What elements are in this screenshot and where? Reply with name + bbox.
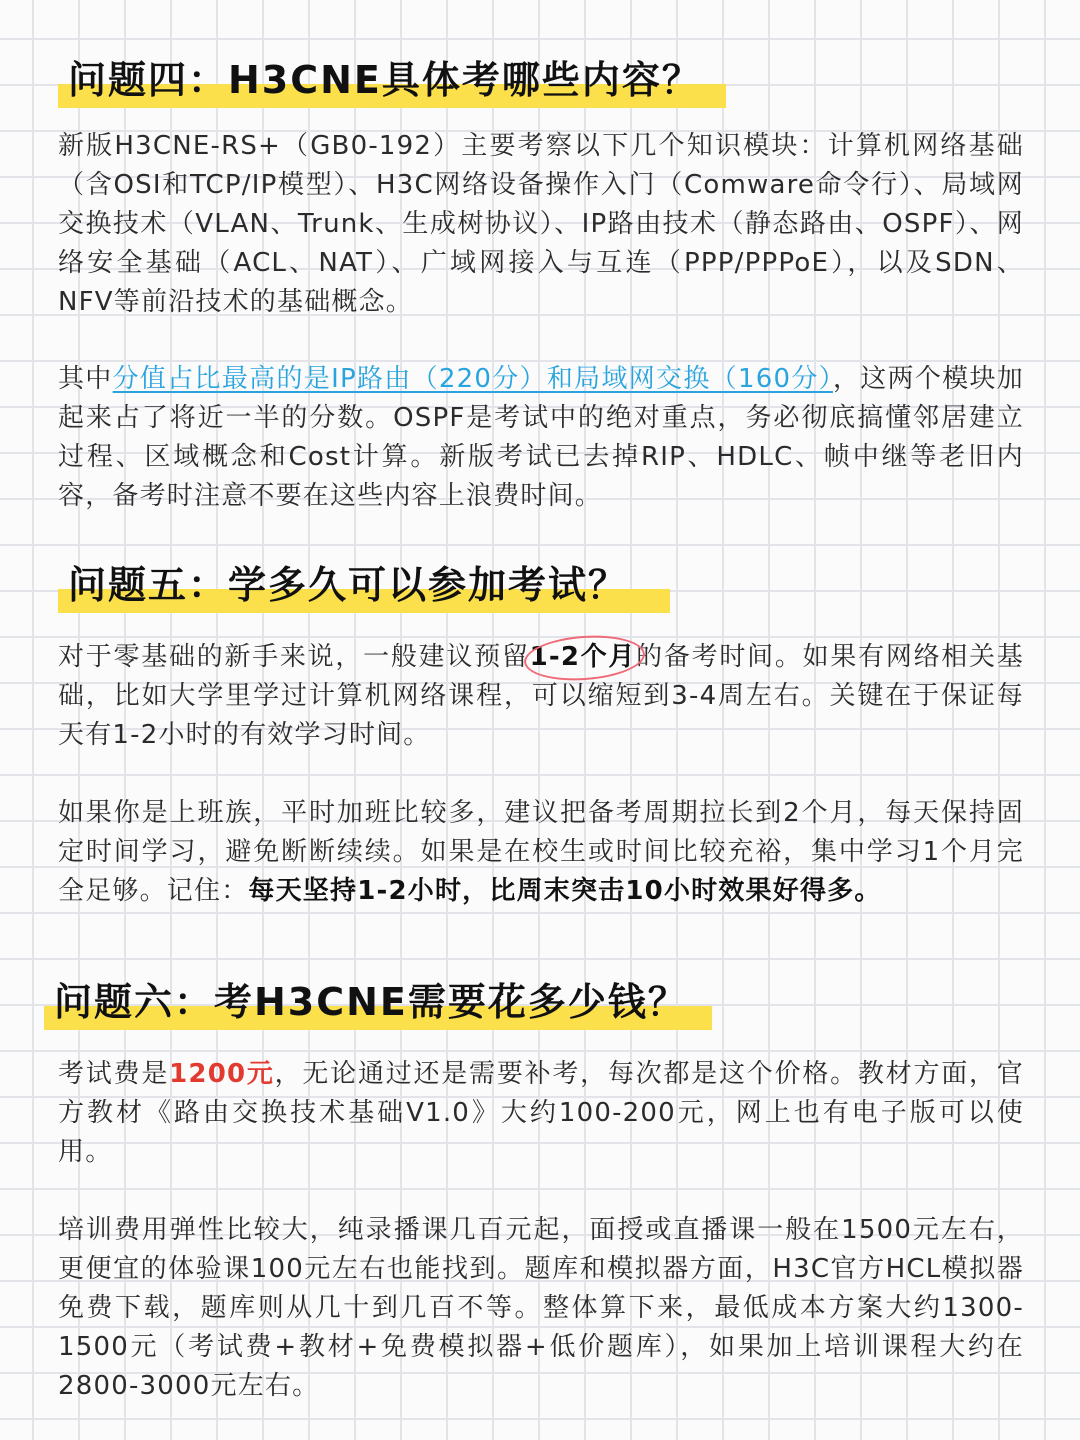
q5-p2-emphasis: 每天坚持1-2小时，比周末突击10小时效果好得多。 — [248, 876, 882, 906]
q6-p1-post: ，无论通过还是需要补考，每次都是这个价格。教材方面，官方教材《路由交换技术基础V1.0》大约100-200元，网上也有电子版可以使用。 — [58, 1059, 1024, 1167]
q4-heading-text: 问题四：H3CNE具体考哪些内容？ — [68, 58, 702, 102]
q5-paragraph-2 — [58, 794, 1024, 911]
q6-heading — [44, 972, 712, 1032]
q4-score-link[interactable]: 分值占比最高的是IP路由（220分）和局域网交换（160分） — [112, 364, 833, 394]
q5-paragraph-1 — [58, 638, 1024, 755]
q5-heading — [58, 555, 670, 615]
q5-p1-post: 的备考时间。如果有网络相关基础，比如大学里学过计算机网络课程，可以缩短到3-4周左右。关键在于保证每天有1-2小时的有效学习时间。 — [58, 642, 1024, 750]
q5-duration-circled: 1-2个月 — [529, 642, 637, 672]
q6-paragraph-1 — [58, 1055, 1024, 1172]
q6-paragraph-2 — [58, 1211, 1024, 1406]
q5-p2-pre: 如果你是上班族，平时加班比较多，建议把备考周期拉长到2个月，每天保持固定时间学习，避免断断续续。如果是在校生或时间比较充裕，集中学习1个月完全足够。记住： — [58, 798, 1024, 906]
q4-p2-post: ，这两个模块加起来占了将近一半的分数。OSPF是考试中的绝对重点，务必彻底搞懂邻居建立过程、区域概念和Cost计算。新版考试已去掉RIP、HDLC、帧中继等老旧内容，备考时注意不要在这些内容上浪费时间。 — [58, 364, 1024, 511]
q5-p1-pre: 对于零基础的新手来说，一般建议预留 — [58, 642, 530, 672]
q4-paragraph-2 — [58, 360, 1024, 516]
q6-exam-fee: 1200元 — [169, 1059, 275, 1089]
q4-p1-text: 新版H3CNE-RS+（GB0-192）主要考察以下几个知识模块：计算机网络基础（含OSI和TCP/IP模型）、H3C网络设备操作入门（Comware命令行）、局域网交换技术（VLAN、Trunk、生成树协议）、IP路由技术（静态路由、OSPF）、网络安全基础（ACL、NAT）、广域网接入与互连（PPP/PPPoE），以及SDN、NFV等前沿技术的基础概念。 — [58, 131, 1024, 317]
q4-paragraph-1 — [58, 127, 1024, 322]
q4-heading — [58, 50, 726, 110]
q6-p1 — [58, 1055, 1024, 1172]
q4-p2-pre: 其中 — [58, 364, 113, 394]
q6-heading-text: 问题六：考H3CNE需要花多少钱？ — [54, 980, 688, 1024]
q5-p2 — [58, 794, 1024, 911]
q4-p2 — [58, 360, 1024, 516]
q6-p1-pre: 考试费是 — [58, 1059, 170, 1089]
q5-heading-text: 问题五：学多久可以参加考试？ — [68, 563, 629, 607]
q5-p1 — [58, 638, 1024, 755]
q6-p2-text: 培训费用弹性比较大，纯录播课几百元起，面授或直播课一般在1500元左右，更便宜的体验课100元左右也能找到。题库和模拟器方面，H3C官方HCL模拟器免费下载，题库则从几十到几百不等。整体算下来，最低成本方案大约1300-1500元（考试费+教材+免费模拟器+低价题库），如果加上培训课程大约在2800-3000元左右。 — [58, 1215, 1024, 1401]
